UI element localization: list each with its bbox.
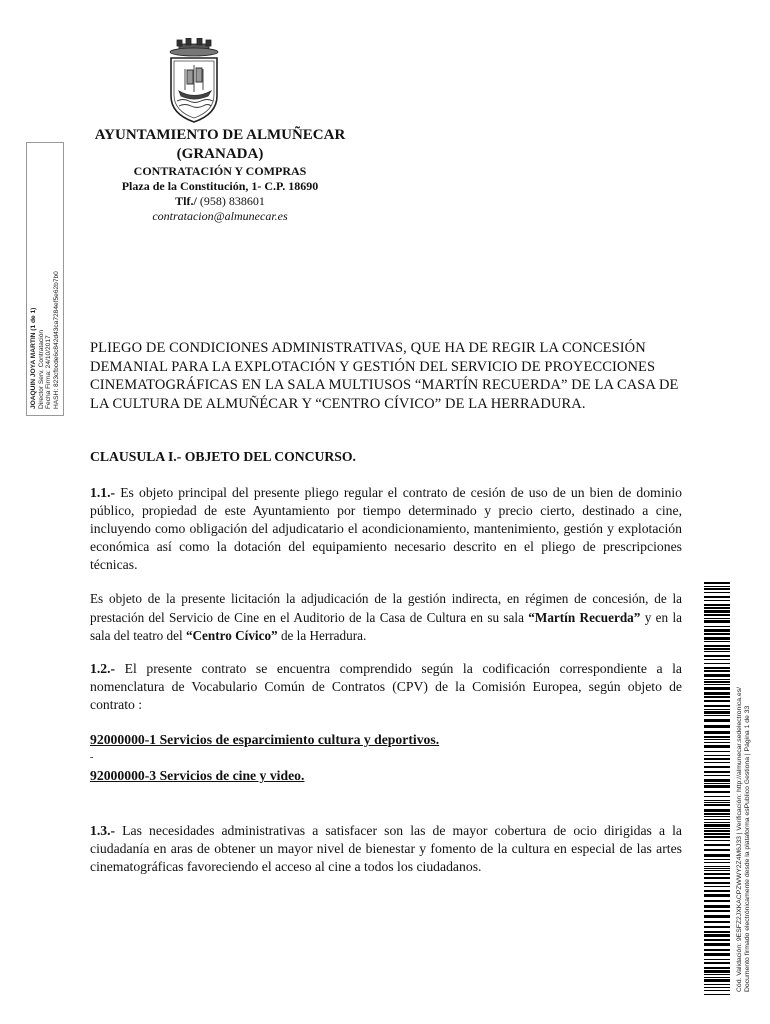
- barcode-bar: [704, 949, 730, 951]
- barcode-bar: [704, 679, 730, 680]
- paragraph-1-1: [90, 484, 682, 574]
- barcode-bar: [704, 828, 730, 829]
- city-council-name: AYUNTAMIENTO DE ALMUÑECAR: [94, 127, 346, 143]
- barcode-bar: [704, 809, 730, 812]
- barcode-bar: [704, 840, 730, 841]
- barcode-bar: [704, 771, 730, 773]
- barcode-bar: [704, 775, 730, 776]
- barcode-bar: [704, 953, 730, 956]
- barcode-bar: [704, 886, 730, 887]
- signer-role: Director Serv. Contratación: [37, 329, 45, 409]
- barcode-bar: [704, 836, 730, 838]
- barcode-bar: [704, 618, 730, 619]
- barcode-bar: [704, 670, 730, 672]
- cpv-code-2: 92000000-3 Servicios de cine y video.: [90, 768, 305, 783]
- paragraph-object: [90, 590, 682, 646]
- verification-line-2: Documento firmado electrónicamente desde la plataforma esPublico Gestiona | Página 1 de 33: [744, 705, 751, 992]
- cpv-dash: -: [90, 752, 94, 763]
- paragraph-text: Es objeto principal del presente pliego regular el contrato de cesión de uso de un bien de dominio público, propiedad de este Ayuntamiento por tiempo determinado y precio cierto, destinado a cine, incluyendo como obligación del adjudicatario el acondicionamiento, mantenimiento, gestión y explotación económica así como la dotación del equipamiento necesario descrito en el pliego de prescripciones técnicas.: [90, 485, 682, 572]
- barcode-bar: [704, 604, 730, 606]
- object-text-a: Es objeto de la presente licitación la adjudicación de la gestión indirecta, en régimen de concesión, de la prestación del Servicio de Cine en el Auditorio de la Casa de Cultura en su sala: [90, 591, 682, 625]
- barcode-bar: [704, 719, 730, 722]
- barcode-bar: [704, 915, 730, 918]
- barcode-bar: [704, 596, 730, 598]
- barcode-bar: [704, 796, 730, 797]
- barcode-bar: [704, 910, 730, 912]
- barcode-bar: [704, 854, 730, 857]
- phone-value: (958) 838601: [196, 194, 265, 208]
- barcode-bar: [704, 931, 730, 933]
- signature-text: [30, 149, 60, 409]
- barcode-bar: [704, 614, 730, 616]
- barcode-bar: [704, 959, 730, 960]
- barcode-bar: [704, 974, 730, 975]
- paragraph-text: El presente contrato se encuentra comprendido según la codificación correspondiente a la nomenclatura de Vocabulario Común de Contratos (CPV) de la Comisión Europea, según objeto de contrato :: [90, 661, 682, 712]
- barcode-bar: [704, 751, 730, 752]
- barcode-bar: [704, 822, 730, 823]
- barcode-bar: [704, 967, 730, 969]
- barcode-bar: [704, 692, 730, 695]
- barcode-bar: [704, 655, 730, 657]
- paragraph-number: 1.2.-: [90, 661, 116, 676]
- barcode-bar: [704, 739, 730, 740]
- barcode-bar: [704, 645, 730, 647]
- barcode-bar: [704, 779, 730, 782]
- barcode-bar: [704, 934, 730, 937]
- barcode-bar: [704, 684, 730, 685]
- barcode-bar: [704, 791, 730, 793]
- signature-box: [26, 142, 64, 416]
- barcode-bar: [704, 607, 730, 609]
- barcode-bar: [704, 610, 730, 613]
- email: contratacion@almunecar.es: [152, 209, 288, 223]
- barcode-bar: [704, 755, 730, 756]
- province: (GRANADA): [176, 146, 264, 162]
- barcode-bar: [704, 783, 730, 784]
- barcode-bar: [704, 962, 730, 964]
- barcode-bar: [704, 816, 730, 817]
- barcode-bar: [704, 877, 730, 879]
- object-sala-name: “Martín Recuerda”: [528, 609, 641, 625]
- barcode-bar: [704, 705, 730, 707]
- barcode-bar: [704, 862, 730, 863]
- barcode-bar: [704, 709, 730, 710]
- document-title: PLIEGO DE CONDICIONES ADMINISTRATIVAS, QUE HA DE REGIR LA CONCESIÓN DEMANIAL PARA LA EXPLOTACIÓN Y GESTIÓN DEL SERVICIO DE PROYECCIONES CINEMATOGRÁFICAS EN LA SALA MULTIUSOS “MARTÍN RECUERDA” DE LA CASA DE LA CULTURA DE ALMUÑÉCAR Y “CENTRO CÍVICO” DE LA HERRADURA.: [90, 340, 679, 412]
- barcode-bar: [704, 868, 730, 869]
- phone-label: Tlf./: [175, 194, 197, 208]
- barcode-bar: [704, 970, 730, 973]
- verification-barcode: [704, 582, 730, 996]
- barcode-bar: [704, 849, 730, 851]
- cpv-code-1: 92000000-1 Servicios de esparcimiento cultura y deportivos.: [90, 732, 440, 747]
- barcode-bar: [704, 844, 730, 846]
- barcode-bar: [704, 696, 730, 698]
- barcode-bar: [704, 802, 730, 803]
- barcode-bar: [704, 742, 730, 743]
- barcode-bar: [704, 633, 730, 635]
- address: Plaza de la Constitución, 1- C.P. 18690: [121, 179, 319, 193]
- barcode-bar: [704, 833, 730, 835]
- barcode-bar: [704, 921, 730, 923]
- barcode-bar: [704, 984, 730, 985]
- barcode-bar: [704, 813, 730, 815]
- barcode-bar: [704, 990, 730, 991]
- barcode-bar: [704, 758, 730, 760]
- barcode-bar: [704, 659, 730, 660]
- verification-line-1: Cód. Validación: 9ESFZ2JXKACPZWWY2Z4M6J33 | Verificación: http://almunecar.sedelectronica.es/: [736, 687, 743, 992]
- coat-of-arms-crest: [163, 38, 225, 124]
- barcode-bar: [704, 987, 730, 988]
- barcode-bar: [704, 620, 730, 623]
- barcode-bar: [704, 882, 730, 884]
- barcode-bar: [704, 890, 730, 892]
- barcode-bar: [704, 715, 730, 716]
- barcode-bar: [704, 651, 730, 652]
- verification-text: [736, 622, 752, 992]
- object-centro-name: “Centro Cívico”: [185, 628, 278, 643]
- barcode-bar: [704, 663, 730, 664]
- paragraph-1-3: [90, 822, 682, 876]
- barcode-bar: [704, 866, 730, 867]
- verification-strip: [733, 622, 755, 992]
- barcode-bar: [704, 905, 730, 908]
- barcode-bar: [704, 667, 730, 669]
- barcode-bar: [704, 626, 730, 627]
- barcode-bar: [704, 711, 730, 714]
- signer-name: JOAQUIN JOYA MARTIN (1 de 1): [29, 307, 37, 409]
- phone: [86, 194, 354, 209]
- barcode-bar: [704, 648, 730, 650]
- barcode-bar: [704, 819, 730, 820]
- barcode-bar: [704, 641, 730, 642]
- barcode-bar: [704, 762, 730, 763]
- barcode-bar: [704, 586, 730, 587]
- barcode-bar: [704, 637, 730, 640]
- barcode-bar: [704, 977, 730, 978]
- barcode-bar: [704, 979, 730, 982]
- barcode-bar: [704, 804, 730, 806]
- clause-heading: CLAUSULA I.- OBJETO DEL CONCURSO.: [90, 449, 356, 464]
- barcode-bar: [704, 785, 730, 788]
- barcode-bar: [704, 894, 730, 897]
- barcode-bar: [704, 870, 730, 871]
- barcode-bar: [704, 700, 730, 702]
- barcode-bar: [704, 994, 730, 995]
- barcode-bar: [704, 873, 730, 875]
- barcode-bar: [704, 939, 730, 941]
- barcode-bar: [704, 600, 730, 601]
- barcode-bar: [704, 681, 730, 683]
- barcode-bar: [704, 800, 730, 801]
- object-text-c: de la Herradura.: [277, 628, 367, 643]
- barcode-bar: [704, 588, 730, 590]
- paragraph-number: 1.3.-: [90, 823, 116, 838]
- signature-date: Fecha Firma: 24/10/2017: [45, 335, 52, 409]
- barcode-bar: [704, 725, 730, 728]
- barcode-bar: [704, 629, 730, 632]
- paragraph-1-2: [90, 660, 682, 714]
- letterhead: [86, 126, 354, 224]
- barcode-bar: [704, 766, 730, 768]
- barcode-bar: [704, 731, 730, 734]
- barcode-bar: [704, 926, 730, 928]
- barcode-bar: [704, 859, 730, 860]
- signature-hash: HASH: 823cfbcde6c842d43ca7284ef5e62b7b0: [52, 271, 60, 409]
- barcode-bar: [704, 745, 730, 748]
- barcode-bar: [704, 900, 730, 902]
- barcode-bar: [704, 592, 730, 593]
- barcode-bar: [704, 943, 730, 946]
- barcode-bar: [704, 736, 730, 738]
- object-text-b: y en la sala del teatro del: [90, 609, 683, 643]
- barcode-bar: [704, 687, 730, 690]
- barcode-bar: [704, 674, 730, 677]
- barcode-bar: [704, 830, 730, 832]
- department: CONTRATACIÓN Y COMPRAS: [133, 164, 307, 178]
- barcode-bar: [704, 824, 730, 827]
- paragraph-text: Las necesidades administrativas a satisfacer son las de mayor cobertura de ocio dirigidas a la ciudadanía en aras de obtener un mayor nivel de bienestar y fomento de la cultura en especial de las artes cinematográficas favoreciendo el acceso al cine a todos los ciudadanos.: [90, 823, 682, 874]
- barcode-bar: [704, 582, 730, 584]
- paragraph-number: 1.1.-: [90, 485, 116, 500]
